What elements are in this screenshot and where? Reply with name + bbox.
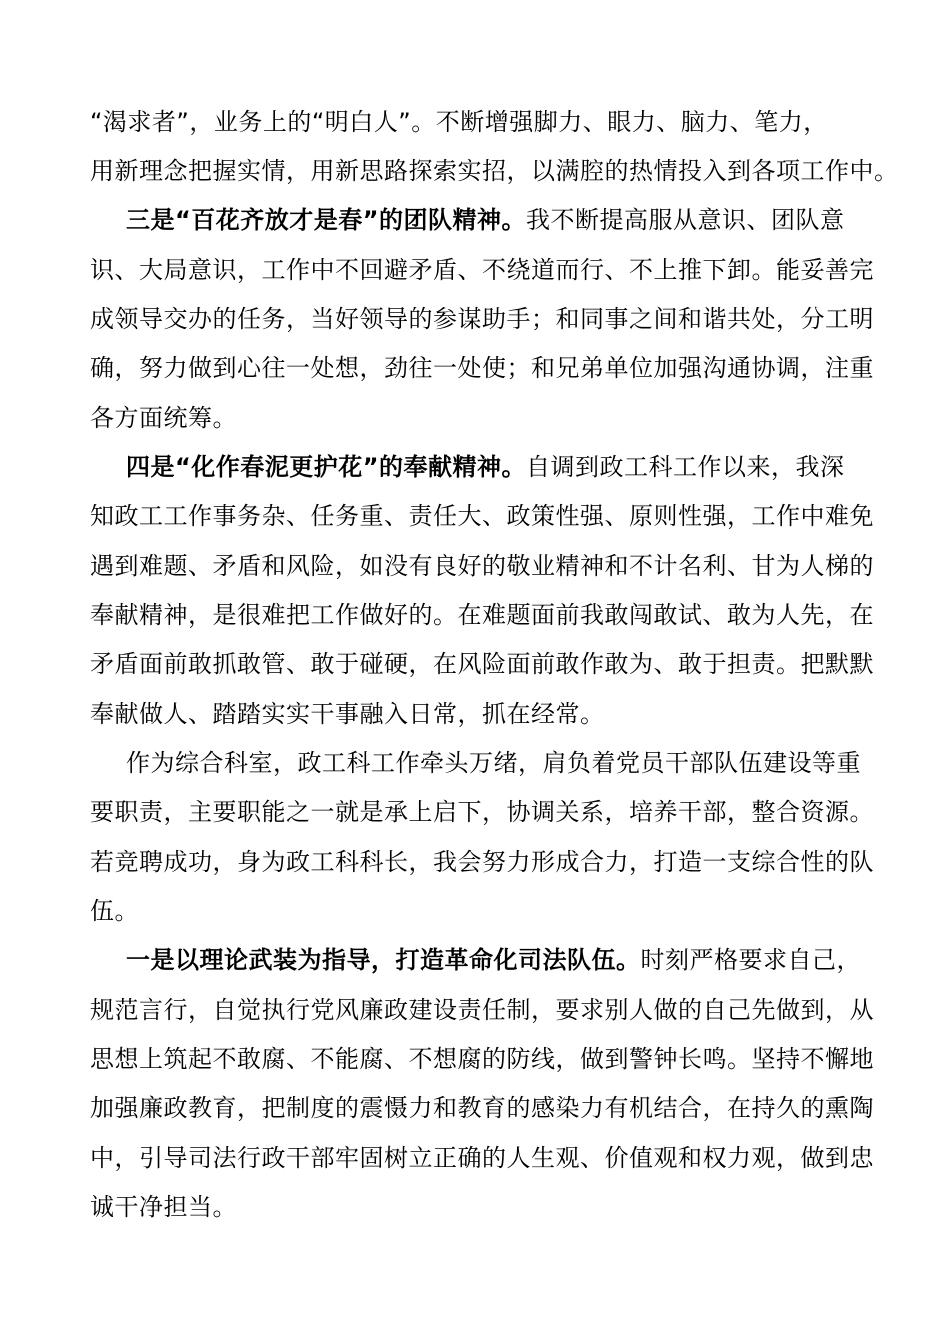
paragraph-2-line-3: 成领导交办的任务，当好领导的参谋助手；和同事之间和谐共处，分工明: [90, 305, 874, 333]
paragraph-3-line-5: 矛盾面前敢抓敢管、敢于碰硬，在风险面前敢作敢为、敢于担责。把默默: [90, 650, 874, 678]
paragraph-4-line-4: 伍。: [90, 897, 139, 925]
paragraph-2-line-1: [126, 200, 845, 240]
paragraph-4-line-1: 作为综合科室，政工科工作牵头万绪，肩负着党员干部队伍建设等重: [126, 749, 861, 777]
paragraph-2-line-1-text: 我不断提高服从意识、团队意: [526, 206, 845, 234]
paragraph-2-line-2: 识、大局意识，工作中不回避矛盾、不绕道而行、不上推下卸。能妥善完: [90, 256, 874, 284]
paragraph-5-line-3: 思想上筑起不敢腐、不能腐、不想腐的防线，做到警钟长鸣。坚持不懈地: [90, 1045, 874, 1073]
paragraph-1-line-1: “渴求者”，业务上的“明白人”。不断增强脚力、眼力、脑力、笔力，: [90, 108, 828, 136]
paragraph-2-heading: 三是“百花齐放才是春”的团队精神。: [126, 206, 527, 234]
paragraph-3-line-4: 奉献精神，是很难把工作做好的。在难题面前我敢闯敢试、敢为人先，在: [90, 601, 874, 629]
paragraph-5-heading: 一是以理论武装为指导，打造革命化司法队伍。: [126, 946, 641, 974]
paragraph-5-line-4: 加强廉政教育，把制度的震慑力和教育的感染力有机结合，在持久的熏陶: [90, 1094, 874, 1122]
paragraph-5-line-1: [126, 940, 861, 980]
paragraph-5-line-1-text: 时刻严格要求自己，: [640, 946, 861, 974]
paragraph-5-line-5: 中，引导司法行政干部牢固树立正确的人生观、价值观和权力观，做到忠: [90, 1144, 874, 1172]
paragraph-5-line-6: 诚干净担当。: [90, 1193, 237, 1221]
paragraph-3-line-3: 遇到难题、矛盾和风险，如没有良好的敬业精神和不计名利、甘为人梯的: [90, 552, 874, 580]
paragraph-4-line-3: 若竞聘成功，身为政工科科长，我会努力形成合力，打造一支综合性的队: [90, 848, 874, 876]
paragraph-1-line-2: 用新理念把握实情，用新思路探索实招，以满腔的热情投入到各项工作中。: [90, 157, 899, 185]
paragraph-2-line-5: 各方面统筹。: [90, 404, 237, 432]
paragraph-2-line-4: 确，努力做到心往一处想，劲往一处使；和兄弟单位加强沟通协调，注重: [90, 354, 874, 382]
paragraph-4-line-2: 要职责，主要职能之一就是承上启下，协调关系，培养干部，整合资源。: [90, 798, 874, 826]
paragraph-5-line-2: 规范言行，自觉执行党风廉政建设责任制，要求别人做的自己先做到，从: [90, 996, 874, 1024]
paragraph-3-heading: 四是“化作春泥更护花”的奉献精神。: [126, 453, 527, 481]
paragraph-3-line-2: 知政工工作事务杂、任务重、责任大、政策性强、原则性强，工作中难免: [90, 502, 874, 530]
paragraph-3-line-1-text: 自调到政工科工作以来，我深: [526, 453, 845, 481]
paragraph-3-line-1: [126, 447, 845, 487]
paragraph-3-line-6: 奉献做人、踏踏实实干事融入日常，抓在经常。: [90, 700, 605, 728]
